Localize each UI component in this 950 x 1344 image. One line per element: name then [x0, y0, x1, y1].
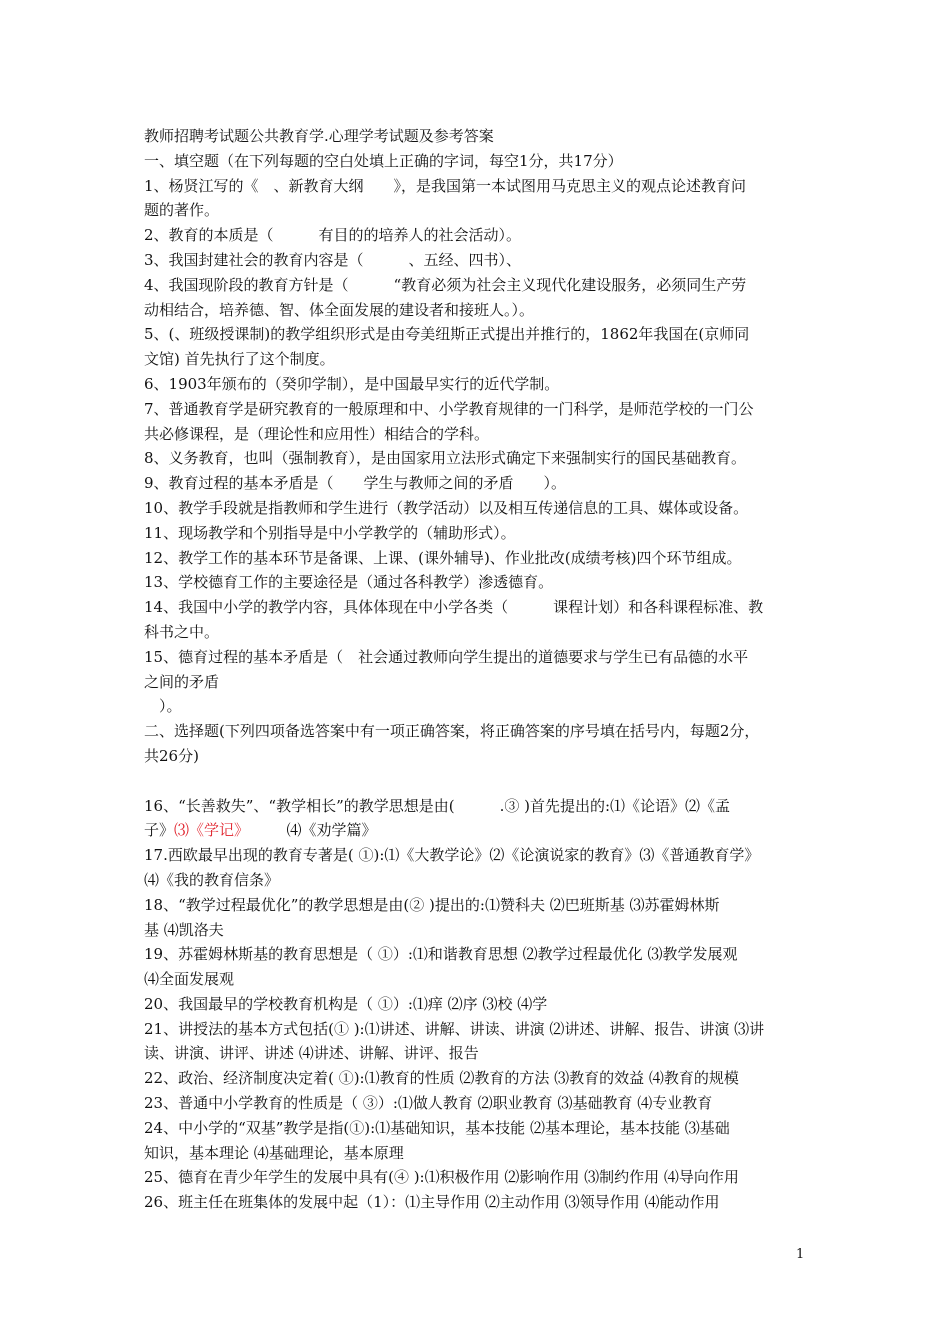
question-3: 3、我国封建社会的教育内容是（ 、五经、四书）、: [144, 250, 522, 269]
question-4-line-2: 动相结合，培养德、智、体全面发展的建设者和接班人。）。: [144, 300, 535, 319]
question-1-line-2: 题的著作。: [144, 201, 220, 220]
question-15-line-1: 15、德育过程的基本矛盾是（ 社会通过教师向学生提出的道德要求与学生已有品德的水平: [144, 647, 749, 666]
question-21-line-2: 读、讲演、讲评、讲述 ⑷讲述、讲解、讲评、报告: [144, 1044, 479, 1063]
question-19-line-1: 19、苏霍姆林斯基的教育思想是（ ①）:⑴和谐教育思想 ⑵教学过程最优化 ⑶教学发展观: [144, 945, 738, 964]
question-8: 8、义务教育，也叫（强制教育），是由国家用立法形式确定下来强制实行的国民基础教育。: [144, 449, 747, 468]
page-number: 1: [796, 1247, 805, 1262]
question-14-line-1: 14、我国中小学的教学内容，具体体现在中小学各类（ 课程计划）和各科课程标准、教: [144, 598, 764, 617]
question-18-line-2: 基 ⑷凯洛夫: [144, 920, 224, 939]
question-16-text-a: 子》: [144, 821, 175, 840]
question-12: 12、教学工作的基本环节是备课、上课、(课外辅导)、作业批改(成绩考核)四个环节组成。: [144, 548, 742, 567]
blank-line: [144, 769, 812, 794]
question-18-line-1: 18、“教学过程最优化”的教学思想是由(② )提出的:⑴赞科夫 ⑵巴班斯基 ⑶苏霍姆林斯: [144, 895, 720, 914]
question-16-highlighted-answer: ⑶《学记》: [174, 821, 242, 840]
question-1-line-1: 1、杨贤江写的《 、新教育大纲 》，是我国第一本试图用马克思主义的观点论述教育问: [144, 176, 747, 195]
section2-heading-line-1: 二、选择题(下列四项备选答案中有一项正确答案，将正确答案的序号填在括号内，每题2分，: [144, 722, 760, 741]
question-7-line-1: 7、普通教育学是研究教育的一般原理和中、小学教育规律的一门科学，是师范学校的一门公: [144, 399, 754, 418]
question-4-line-1: 4、我国现阶段的教育方针是（ “教育必须为社会主义现代化建设服务，必须同生产劳: [144, 275, 747, 294]
question-16-line-2: [144, 818, 812, 843]
question-5-line-2: 文馆) 首先执行了这个制度。: [144, 350, 335, 369]
question-22: 22、政治、经济制度决定着( ①):⑴教育的性质 ⑵教育的方法 ⑶教育的效益 ⑷教育的规模: [144, 1069, 739, 1088]
question-23: 23、普通中小学教育的性质是（ ③）:⑴做人教育 ⑵职业教育 ⑶基础教育 ⑷专业教育: [144, 1094, 713, 1113]
question-15-line-3: ）。: [144, 697, 182, 716]
question-14-line-2: 科书之中。: [144, 622, 220, 641]
section1-heading: 一、填空题（在下列每题的空白处填上正确的字词，每空1分，共17分）: [144, 151, 623, 170]
question-11: 11、现场教学和个别指导是中小学教学的（辅助形式）。: [144, 523, 516, 542]
question-2: 2、教育的本质是（ 有目的的培养人的社会活动）。: [144, 226, 522, 245]
question-25: 25、德育在青少年学生的发展中具有(④ ):⑴积极作用 ⑵影响作用 ⑶制约作用 ⑷导向作用: [144, 1168, 739, 1187]
question-7-line-2: 共必修课程，是（理论性和应用性）相结合的学科。: [144, 424, 490, 443]
question-17-line-2: ⑷《我的教育信条》: [144, 870, 280, 889]
question-21-line-1: 21、讲授法的基本方式包括(① ):⑴讲述、讲解、讲读、讲演 ⑵讲述、讲解、报告、讲演 ⑶讲: [144, 1019, 765, 1038]
question-24-line-1: 24、中小学的“双基”教学是指(①):⑴基础知识，基本技能 ⑵基本理论，基本技能 ⑶基础: [144, 1118, 730, 1137]
question-13: 13、学校德育工作的主要途径是（通过各科教学）渗透德育。: [144, 573, 554, 592]
question-16-text-b: ⑷《劝学篇》: [241, 821, 377, 840]
document-body: [144, 124, 812, 1215]
question-9: 9、教育过程的基本矛盾是（ 学生与教师之间的矛盾 ）。: [144, 474, 567, 493]
question-24-line-2: 知识，基本理论 ⑷基础理论，基本原理: [144, 1143, 404, 1162]
question-10: 10、教学手段就是指教师和学生进行（教学活动）以及相互传递信息的工具、媒体或设备。: [144, 498, 749, 517]
document-title: 教师招聘考试题公共教育学.心理学考试题及参考答案: [144, 127, 494, 145]
question-19-line-2: ⑷全面发展观: [144, 970, 235, 989]
question-6: 6、1903年颁布的（癸卯学制），是中国最早实行的近代学制。: [144, 374, 560, 393]
question-15-line-2: 之间的矛盾: [144, 672, 220, 691]
question-20: 20、我国最早的学校教育机构是（ ①）:⑴痒 ⑵序 ⑶校 ⑷学: [144, 994, 548, 1013]
section2-heading-line-2: 共26分): [144, 746, 199, 765]
question-5-line-1: 5、(、班级授课制)的教学组织形式是由夸美纽斯正式提出并推行的，1862年我国在(京师同: [144, 325, 750, 344]
question-16-line-1: 16、“长善救失”、“教学相长”的教学思想是由( .③ )首先提出的:⑴《论语》⑵《孟: [144, 796, 731, 815]
question-26: 26、班主任在班集体的发展中起（1）：⑴主导作用 ⑵主动作用 ⑶领导作用 ⑷能动作用: [144, 1193, 720, 1212]
question-17-line-1: 17.西欧最早出现的教育专著是( ①):⑴《大教学论》⑵《论演说家的教育》⑶《普通教育学》: [144, 846, 760, 865]
